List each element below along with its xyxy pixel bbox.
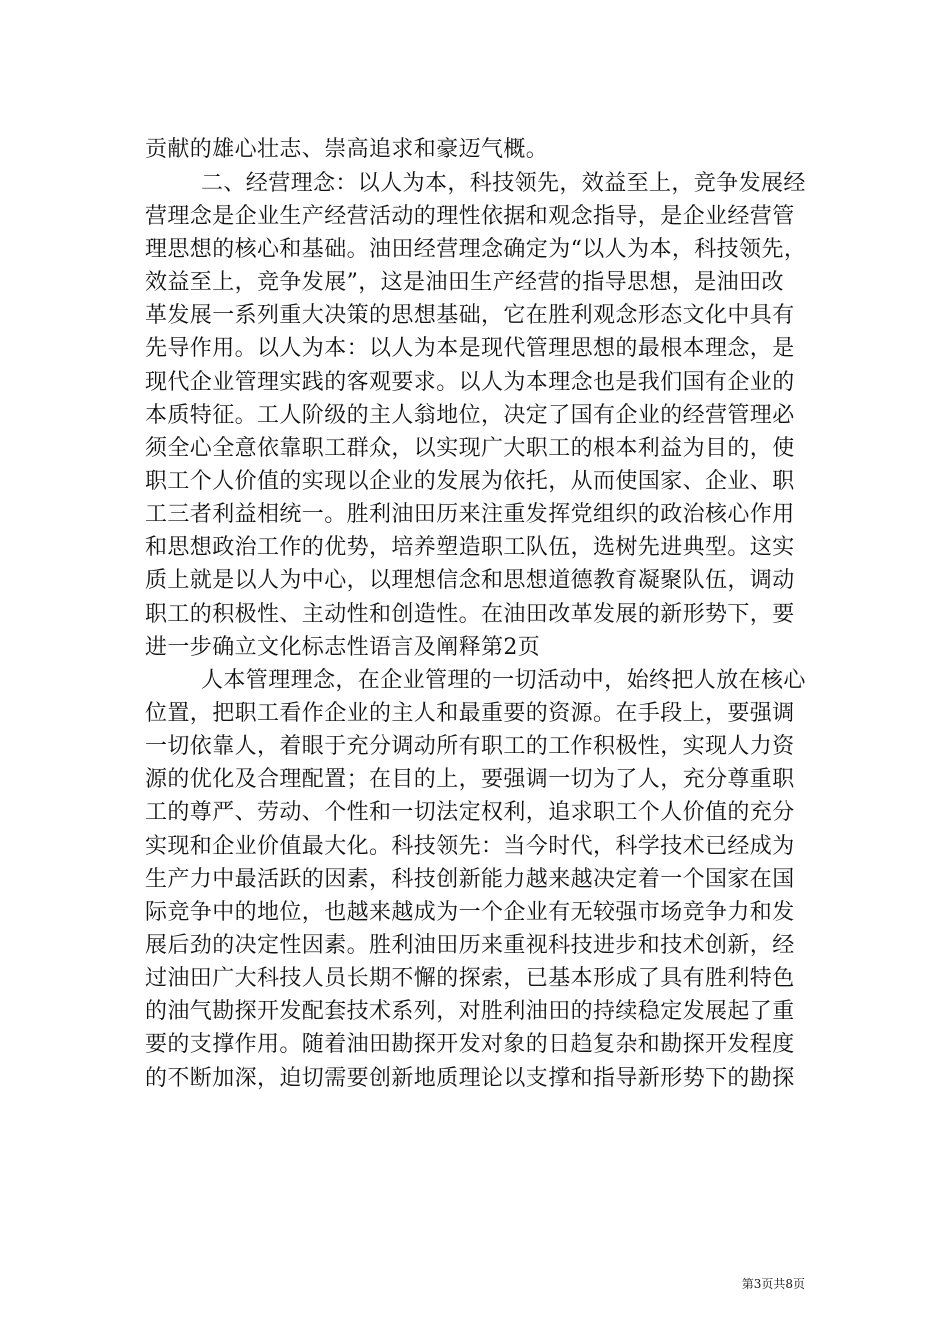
- paragraph-line: 理思想的核心和基础。油田经营理念确定为“以人为本，科技领先，: [145, 237, 807, 262]
- paragraph-line: 和思想政治工作的优势，培养塑造职工队伍，选树先进典型。这实: [145, 535, 795, 560]
- paragraph-line: 过油田广大科技人员长期不懈的探索，已基本形成了具有胜利特色: [145, 966, 795, 991]
- paragraph-line: 实现和企业价值最大化。科技领先：当今时代，科学技术已经成为: [145, 834, 795, 859]
- paragraph-line: 职工的积极性、主动性和创造性。在油田改革发展的新形势下，要: [145, 602, 795, 627]
- paragraph-line: 贡献的雄心壮志、崇高追求和豪迈气概。: [145, 137, 549, 162]
- paragraph-line: 二、经营理念：以人为本，科技领先，效益至上，竞争发展经: [201, 171, 806, 196]
- paragraph-line: 效益至上，竞争发展”，这是油田生产经营的指导思想，是油田改: [145, 270, 784, 295]
- paragraph-line: 革发展一系列重大决策的思想基础，它在胜利观念形态文化中具有: [145, 303, 795, 328]
- paragraph-line: 职工个人价值的实现以企业的发展为依托，从而使国家、企业、职: [145, 469, 795, 494]
- paragraph-line: 的不断加深，迫切需要创新地质理论以支撑和指导新形势下的勘探: [145, 1066, 795, 1091]
- paragraph-line: 须全心全意依靠职工群众，以实现广大职工的根本利益为目的，使: [145, 436, 795, 461]
- paragraph-line: 本质特征。工人阶级的主人翁地位，决定了国有企业的经营管理必: [145, 403, 795, 428]
- paragraph-line: 工的尊严、劳动、个性和一切法定权利，追求职工个人价值的充分: [145, 800, 795, 825]
- paragraph-line: 生产力中最活跃的因素，科技创新能力越来越决定着一个国家在国: [145, 867, 795, 892]
- paragraph-line: 位置，把职工看作企业的主人和最重要的资源。在手段上，要强调: [145, 701, 795, 726]
- paragraph-line: 际竞争中的地位，也越来越成为一个企业有无较强市场竞争力和发: [145, 900, 795, 925]
- paragraph-line: 先导作用。以人为本：以人为本是现代管理思想的最根本理念，是: [145, 336, 795, 361]
- paragraph-line: 人本管理理念，在企业管理的一切活动中，始终把人放在核心: [201, 668, 806, 693]
- paragraph-line: 展后劲的决定性因素。胜利油田历来重视科技进步和技术创新，经: [145, 933, 795, 958]
- paragraph-line: 源的优化及合理配置；在目的上，要强调一切为了人，充分尊重职: [145, 767, 795, 792]
- paragraph-line: 一切依靠人，着眼于充分调动所有职工的工作积极性，实现人力资: [145, 734, 795, 759]
- paragraph-line: 现代企业管理实践的客观要求。以人为本理念也是我们国有企业的: [145, 370, 795, 395]
- paragraph-line: 进一步确立文化标志性语言及阐释第2页: [145, 635, 541, 660]
- paragraph-line: 的油气勘探开发配套技术系列，对胜利油田的持续稳定发展起了重: [145, 999, 795, 1024]
- paragraph-line: 营理念是企业生产经营活动的理性依据和观念指导，是企业经营管: [145, 204, 795, 229]
- page-number: 第3页共8页: [741, 1277, 805, 1291]
- paragraph-line: 工三者利益相统一。胜利油田历来注重发挥党组织的政治核心作用: [145, 502, 795, 527]
- paragraph-line: 要的支撑作用。随着油田勘探开发对象的日趋复杂和勘探开发程度: [145, 1032, 795, 1057]
- paragraph-line: 质上就是以人为中心，以理想信念和思想道德教育凝聚队伍，调动: [145, 568, 795, 593]
